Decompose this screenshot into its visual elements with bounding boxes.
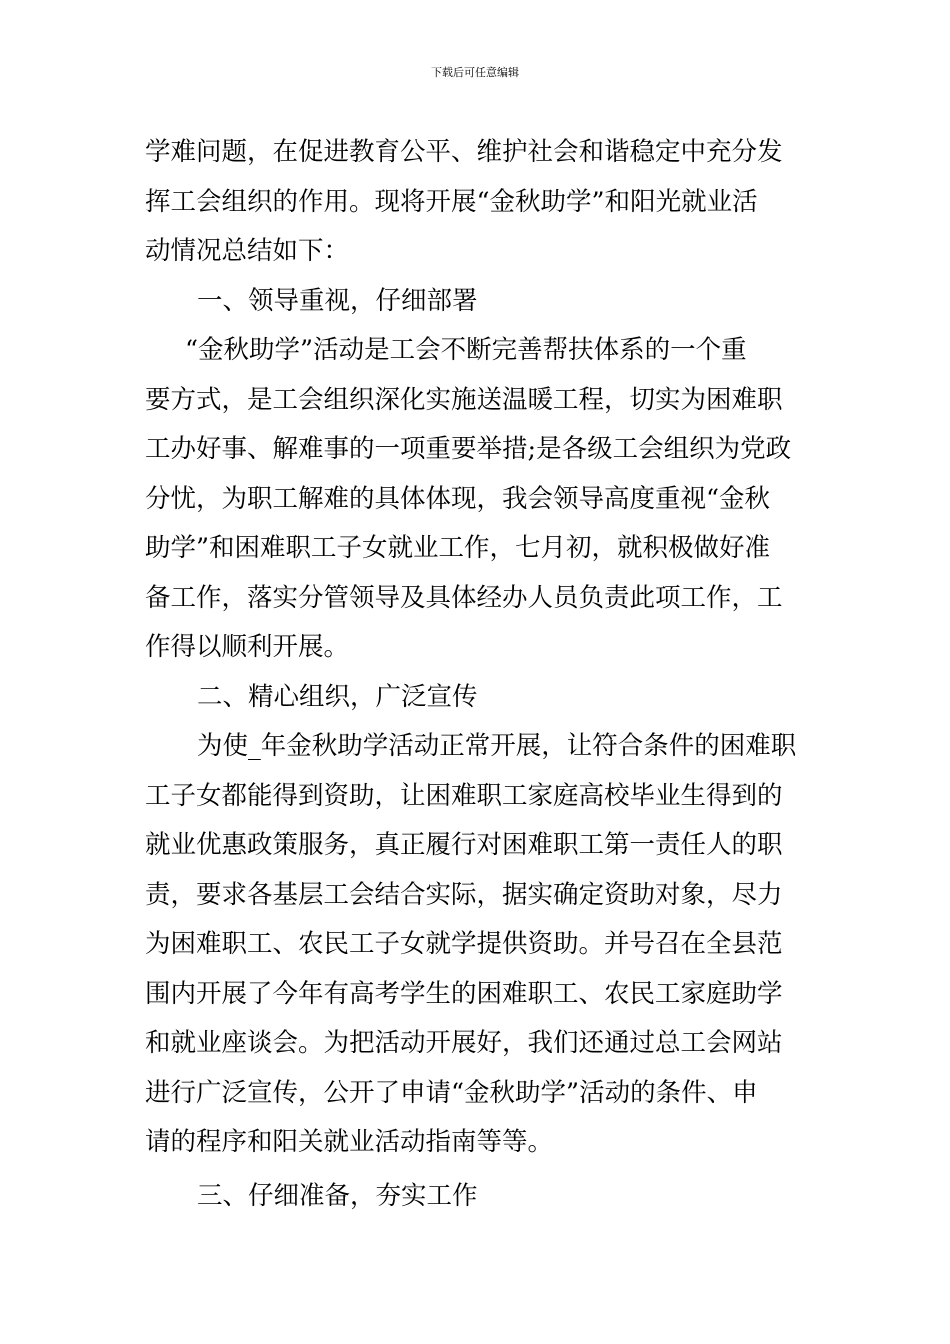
paragraph-line: 和就业座谈会。为把活动开展好，我们还通过总工会网站 bbox=[145, 1028, 783, 1058]
paragraph-line: 就业优惠政策服务，真正履行对困难职工第一责任人的职 bbox=[145, 830, 783, 860]
paragraph-line: “金秋助学”活动是工会不断完善帮扶体系的一个重 bbox=[185, 335, 747, 365]
paragraph-line: 工办好事、解难事的一项重要举措;是各级工会组织为党政 bbox=[145, 434, 792, 464]
paragraph-line: 要方式，是工会组织深化实施送温暖工程，切实为困难职 bbox=[145, 384, 783, 415]
page-header: 下载后可任意编辑 bbox=[431, 66, 519, 79]
section-heading-2: 二、精心组织，广泛宣传 bbox=[197, 681, 478, 712]
section-heading-1: 一、领导重视，仔细部署 bbox=[197, 285, 478, 316]
paragraph-line: 学难问题，在促进教育公平、维护社会和谐稳定中充分发 bbox=[145, 137, 783, 167]
paragraph-line: 挥工会组织的作用。现将开展“金秋助学”和阳光就业活 bbox=[145, 186, 758, 217]
paragraph-line: 备工作，落实分管领导及具体经办人员负责此项工作，工 bbox=[145, 582, 783, 613]
paragraph-line: 工子女都能得到资助，让困难职工家庭高校毕业生得到的 bbox=[145, 780, 783, 811]
paragraph-line: 为困难职工、农民工子女就学提供资助。并号召在全县范 bbox=[145, 929, 783, 959]
paragraph-line: 请的程序和阳关就业活动指南等等。 bbox=[145, 1127, 554, 1157]
paragraph-line: 围内开展了今年有高考学生的困难职工、农民工家庭助学 bbox=[145, 978, 783, 1009]
section-heading-3: 三、仔细准备，夯实工作 bbox=[197, 1180, 478, 1211]
paragraph-line: 作得以顺利开展。 bbox=[145, 632, 350, 662]
document-body bbox=[145, 128, 805, 1221]
paragraph-line: 责，要求各基层工会结合实际，据实确定资助对象，尽力 bbox=[145, 879, 783, 910]
paragraph-line: 进行广泛宣传，公开了申请“金秋助学”活动的条件、申 bbox=[145, 1077, 758, 1108]
paragraph-line: 助学”和困难职工子女就业工作，七月初，就积极做好准 bbox=[145, 533, 771, 563]
paragraph-line: 为使_年金秋助学活动正常开展，让符合条件的困难职 bbox=[197, 731, 797, 761]
paragraph-line: 分忧，为职工解难的具体体现，我会领导高度重视“金秋 bbox=[145, 483, 771, 514]
paragraph-line: 动情况总结如下： bbox=[145, 236, 350, 266]
